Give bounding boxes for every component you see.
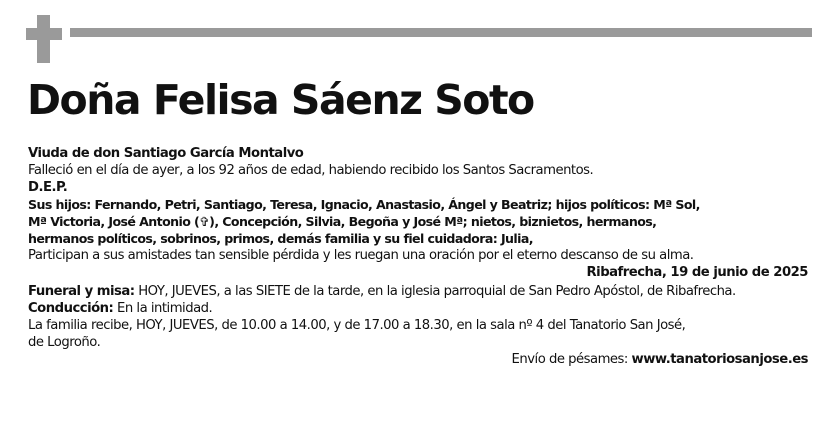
header-rule [70, 28, 812, 37]
family-line: Sus hijos: Fernando, Petri, Santiago, Teresa, Ignacio, Anastasio, Ángel y Beatriz; hijos políticos: Mª Sol, [28, 197, 700, 212]
funeral-line [28, 283, 808, 300]
funeral-label: Funeral y misa: [28, 284, 135, 299]
deceased-name: Doña Felisa Sáenz Soto [27, 76, 534, 124]
place-date: Ribafrecha, 19 de junio de 2025 [586, 265, 808, 280]
family-receives-line: La familia recibe, HOY, JUEVES, de 10.00 a 14.00, y de 17.00 a 18.30, en la sala nº 4 del Tanatorio San José, [28, 318, 686, 333]
family-line: Mª Victoria, José Antonio (✞), Concepción, Silvia, Begoña y José Mª; nietos, biznietos, hermanos, [28, 214, 657, 229]
family-receives-line: de Logroño. [28, 335, 101, 350]
conduccion-line [28, 300, 808, 317]
dep-line: D.E.P. [28, 180, 68, 195]
widow-line: Viuda de don Santiago García Montalvo [28, 146, 304, 161]
condolences-link[interactable]: www.tanatoriosanjose.es [631, 352, 808, 367]
funeral-text: HOY, JUEVES, a las SIETE de la tarde, en la iglesia parroquial de San Pedro Apóstol, de Ribafrecha. [134, 284, 736, 299]
request-line: Participan a sus amistades tan sensible pérdida y les ruegan una oración por el eterno descanso de su alma. [28, 248, 694, 263]
condolences-label: Envío de pésames: [511, 352, 632, 367]
latin-cross-icon [26, 15, 62, 63]
conduccion-text: En la intimidad. [113, 301, 213, 316]
conduccion-label: Conducción: [28, 301, 114, 316]
family-line: hermanos políticos, sobrinos, primos, demás familia y su fiel cuidadora: Julia, [28, 231, 533, 246]
death-line: Falleció en el día de ayer, a los 92 años de edad, habiendo recibido los Santos Sacramentos. [28, 163, 594, 178]
condolences-line [28, 351, 808, 368]
notice-body [28, 145, 808, 368]
